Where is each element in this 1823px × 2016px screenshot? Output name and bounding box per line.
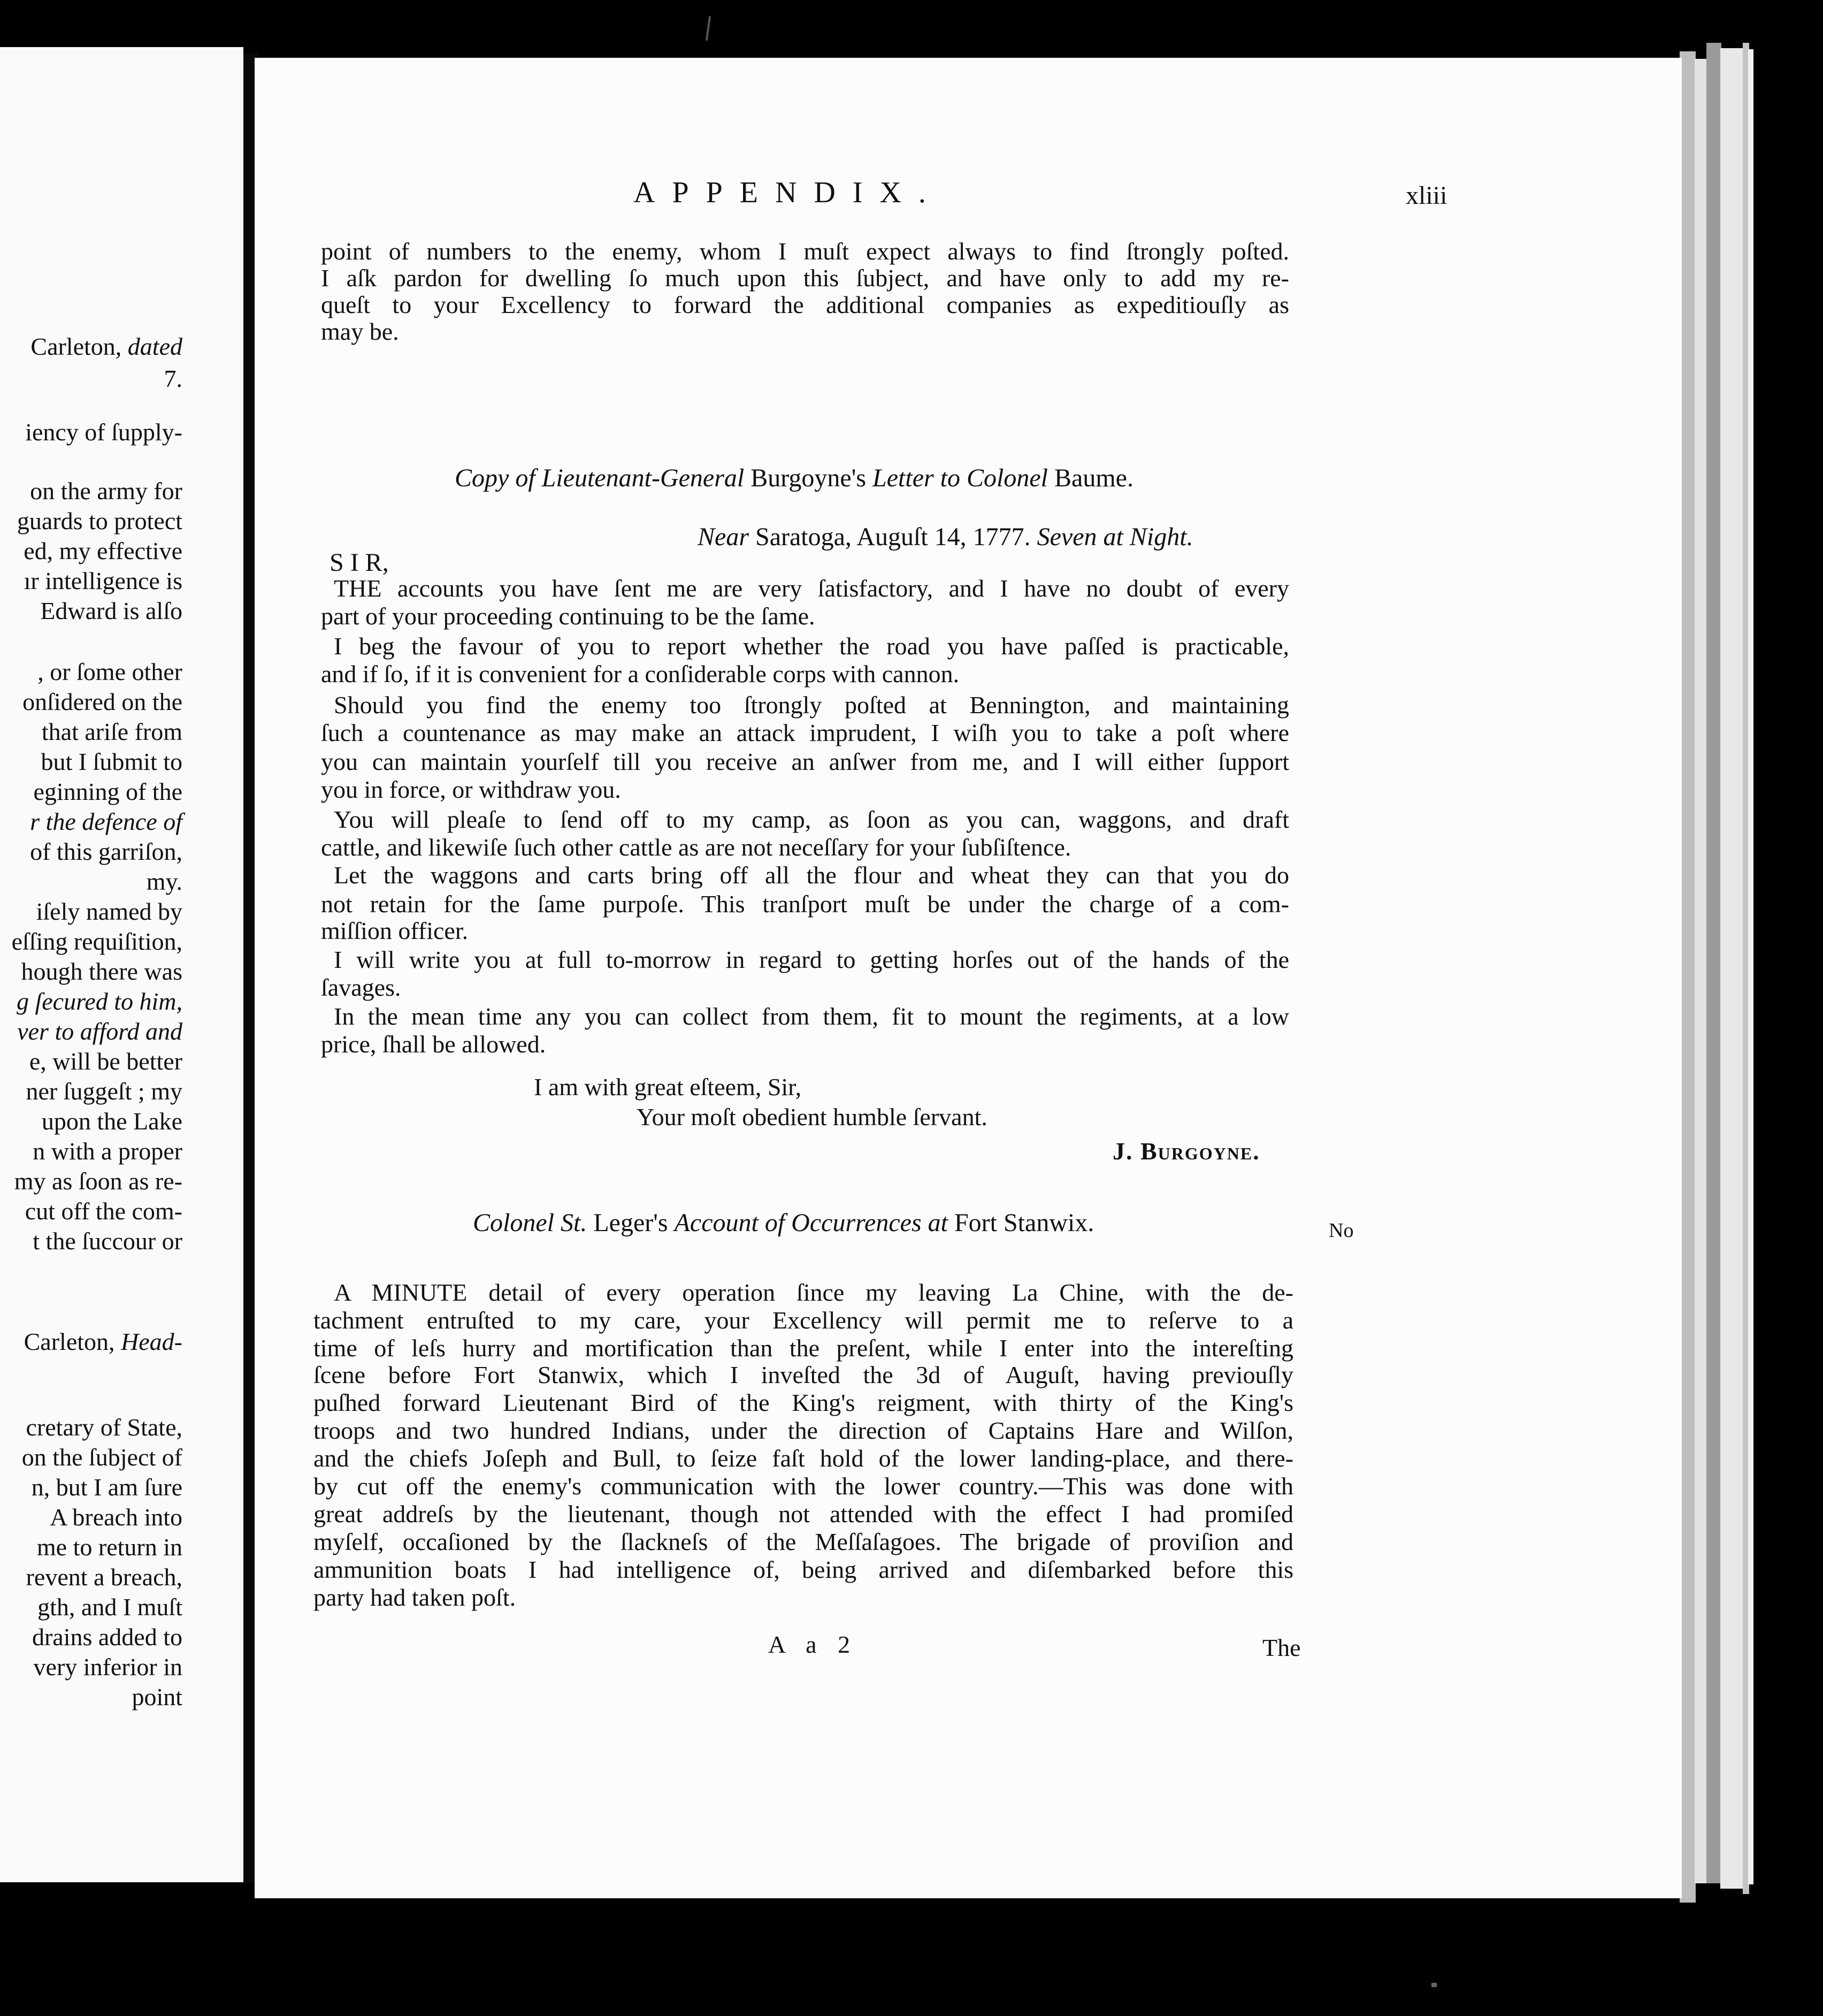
left-page-italic-text: Head-	[121, 1328, 182, 1355]
left-page-text: of this garriſon,	[30, 838, 182, 865]
left-page-text: but I ſubmit to	[41, 748, 182, 775]
intro-line: may be.	[321, 318, 399, 345]
page-edge	[1680, 51, 1696, 1903]
letter-line: Should you find the enemy too ſtrongly poſted at Bennington, and maintaining	[334, 691, 1289, 719]
signature-mark: A a 2	[768, 1631, 858, 1658]
left-page-text: guards to protect	[17, 507, 182, 534]
letter-line: and if ſo, if it is convenient for a conſiderable corps with cannon.	[321, 660, 960, 688]
left-page-text: ır intelligence is	[24, 567, 182, 594]
left-page-line	[32, 1622, 182, 1652]
letter-line: I beg the favour of you to report whether the road you have paſſed is practicable,	[334, 632, 1289, 660]
left-page-line	[12, 927, 182, 956]
scan-mark	[706, 16, 711, 41]
left-page-text: cretary of State,	[26, 1414, 182, 1441]
left-page-text: my.	[146, 868, 182, 895]
letter-closing-servant: Your moſt obedient humble ſervant.	[637, 1103, 987, 1131]
page-edge	[1720, 48, 1744, 1889]
margin-note: No	[1329, 1219, 1354, 1242]
left-page-line	[17, 987, 182, 1016]
letter-dateline: Near Saratoga, Auguſt 14, 1777. Seven at Night.	[698, 523, 1193, 551]
account-heading: Colonel St. Leger's Account of Occurrences at Fort Stanwix.	[473, 1209, 1094, 1237]
left-page-line	[32, 1472, 182, 1502]
intro-line: queſt to your Excellency to forward the additional companies as expeditiouſly as	[321, 291, 1289, 318]
left-page-text: Carleton,	[30, 333, 128, 360]
letter-line: I will write you at full to-morrow in regard to getting horſes out of the hands of the	[334, 946, 1289, 973]
letter-closing: I am with great eſteem, Sir,	[534, 1073, 802, 1101]
scan-mark	[1431, 1983, 1437, 1987]
left-page-text: onſidered on the	[22, 688, 182, 715]
left-page-text: ed, my effective	[24, 537, 182, 564]
left-page-text: eginning of the	[33, 778, 182, 805]
left-page-text: Carleton,	[24, 1328, 121, 1355]
left-page-line	[147, 867, 182, 896]
letter-line: In the mean time any you can collect from them, fit to mount the regiments, at a low	[334, 1003, 1289, 1030]
left-page-text: point	[132, 1683, 182, 1710]
left-page-line	[24, 536, 182, 566]
left-page-text: iency of ſupply-	[25, 418, 182, 446]
left-page-line	[30, 476, 182, 506]
left-page-line	[21, 957, 182, 986]
left-page-text: ner ſuggeſt ; my	[26, 1078, 182, 1105]
left-page-line	[17, 1017, 182, 1046]
left-page-line	[25, 1196, 182, 1226]
account-line: great addreſs by the lieutenant, though not attended with the effect I had promiſed	[313, 1500, 1293, 1528]
left-page-text: me to return in	[36, 1533, 182, 1561]
account-line: tachment entruſted to my care, your Excellency will permit me to reſerve to a	[313, 1307, 1293, 1334]
left-page-text: cut off the com-	[25, 1197, 182, 1225]
left-page-italic-text: ver to afford and	[17, 1018, 182, 1045]
account-line: time of leſs hurry and mortification than the preſent, while I enter into the intereſting	[313, 1334, 1293, 1362]
letter-line: Let the waggons and carts bring off all the flour and wheat they can that you do	[334, 861, 1289, 889]
left-page-text: A breach into	[50, 1503, 182, 1531]
left-page-text: drains added to	[32, 1623, 182, 1651]
left-page-line	[26, 1412, 182, 1442]
left-page-line	[30, 837, 182, 866]
left-page-line	[26, 1562, 182, 1592]
left-page-text: my as ſoon as re-	[14, 1167, 182, 1195]
left-page-line	[42, 1106, 182, 1136]
left-page-line	[22, 1442, 182, 1472]
account-line: puſhed forward Lieutenant Bird of the King's reigment, with thirty of the King's	[313, 1389, 1293, 1416]
account-line: myſelf, occaſioned by the ſlackneſs of the Meſſaſagoes. The brigade of proviſion and	[313, 1528, 1293, 1555]
letter-line: miſſion officer.	[321, 917, 469, 944]
left-page-text: gth, and I muſt	[37, 1593, 182, 1621]
left-page-line	[34, 1652, 182, 1682]
left-page-text: t the ſuccour or	[33, 1227, 182, 1255]
left-page-text: n with a proper	[33, 1137, 182, 1165]
letter-line: cattle, and likewiſe ſuch other cattle as are not neceſſary for your ſubſiſtence.	[321, 834, 1071, 861]
left-page-line	[40, 596, 182, 625]
left-page-text: Edward is alſo	[40, 597, 182, 624]
intro-line: point of numbers to the enemy, whom I muſt expect always to find ſtrongly poſted.	[321, 238, 1289, 265]
letter-line: ſuch a countenance as may make an attack imprudent, I wiſh you to take a poſt where	[321, 719, 1289, 746]
letter-line: you can maintain yourſelf till you receive an anſwer from me, and I will either ſupport	[321, 748, 1289, 775]
left-page-line	[30, 807, 182, 836]
left-page-text: iſely named by	[36, 898, 182, 925]
left-page-text: very inferior in	[33, 1653, 182, 1681]
left-page-italic-text: dated	[127, 333, 182, 360]
left-page-line	[37, 657, 182, 686]
left-page-text: n, but I am ſure	[31, 1473, 182, 1501]
left-page-line	[33, 1226, 182, 1256]
left-page-line	[41, 747, 183, 776]
page-number: xliii	[1406, 181, 1447, 210]
left-page-line	[37, 1532, 182, 1562]
left-page-line	[50, 1502, 182, 1532]
left-page-line	[25, 417, 182, 447]
account-line: and the chiefs Joſeph and Bull, to ſeize faſt hold of the lower landing-place, and there-	[313, 1445, 1293, 1472]
left-page-line	[29, 1047, 182, 1076]
left-page-text: e, will be better	[29, 1048, 182, 1075]
account-line: A MINUTE detail of every operation ſince my leaving La Chine, with the de-	[334, 1279, 1293, 1306]
account-line: by cut off the enemy's communication with the lower country.—This was done with	[313, 1472, 1293, 1500]
intro-line: I aſk pardon for dwelling ſo much upon this ſubject, and have only to add my re-	[321, 264, 1289, 292]
letter-line: you in force, or withdraw you.	[321, 776, 621, 803]
letter-line: price, ſhall be allowed.	[321, 1030, 546, 1058]
left-page-line	[17, 506, 182, 536]
left-facing-page	[0, 47, 243, 1882]
account-line: troops and two hundred Indians, under the direction of Captains Hare and Wilſon,	[313, 1417, 1293, 1444]
left-page-text: upon the Lake	[41, 1108, 182, 1135]
left-page-text: revent a breach,	[26, 1563, 182, 1591]
account-line: ſcene before Fort Stanwix, which I inveſted the 3d of Auguſt, having previouſly	[313, 1361, 1293, 1388]
left-page-line	[24, 1327, 182, 1356]
left-page-line	[22, 687, 182, 716]
letter-line: You will pleaſe to ſend off to my camp, as ſoon as you can, waggons, and draft	[334, 806, 1289, 833]
left-page-line	[30, 332, 182, 361]
page-edge	[1706, 43, 1721, 1883]
letter-heading: Copy of Lieutenant-General Burgoyne's Letter to Colonel Baume.	[455, 464, 1133, 492]
left-page-line	[26, 1076, 182, 1106]
left-page-text: , or ſome other	[37, 658, 182, 685]
left-page-line	[36, 897, 182, 926]
letter-line: not retain for the ſame purpoſe. This tranſport muſt be under the charge of a com-	[321, 890, 1289, 918]
left-page-line	[24, 566, 182, 595]
left-page-line	[42, 717, 182, 746]
left-page-text: hough there was	[21, 958, 182, 985]
page-edge	[1748, 49, 1753, 1884]
left-page-line	[33, 1136, 182, 1166]
left-page-text: on the army for	[30, 477, 182, 505]
letter-line: ſavages.	[321, 974, 401, 1001]
left-page-text: on the ſubject of	[21, 1444, 182, 1471]
left-page-line	[37, 1592, 182, 1622]
page-header-title: APPENDIX.	[633, 176, 943, 209]
left-page-text: eſſing requiſition,	[11, 928, 182, 955]
left-page-line	[132, 1682, 182, 1712]
letter-signature: J. Burgoyne.	[1113, 1137, 1260, 1165]
account-line: party had taken poſt.	[313, 1584, 516, 1611]
left-page-line	[34, 777, 183, 806]
account-line: ammunition boats I had intelligence of, being arrived and diſembarked before this	[313, 1556, 1293, 1583]
letter-line: THE accounts you have ſent me are very ſatisfactory, and I have no doubt of every	[334, 575, 1289, 602]
page-edge	[1695, 59, 1707, 1883]
letter-salutation: S I R,	[330, 548, 389, 577]
left-page-italic-text: r the defence of	[30, 808, 182, 835]
right-page	[255, 58, 1682, 1898]
left-page-line	[14, 1166, 182, 1196]
left-page-italic-text: g ſecured to him,	[16, 988, 182, 1015]
left-page-text: that ariſe from	[41, 718, 182, 745]
catchword: The	[1262, 1634, 1301, 1661]
left-page-line	[164, 364, 183, 393]
letter-line: part of your proceeding continuing to be the ſame.	[321, 602, 815, 630]
left-page-text: 7.	[164, 365, 182, 392]
